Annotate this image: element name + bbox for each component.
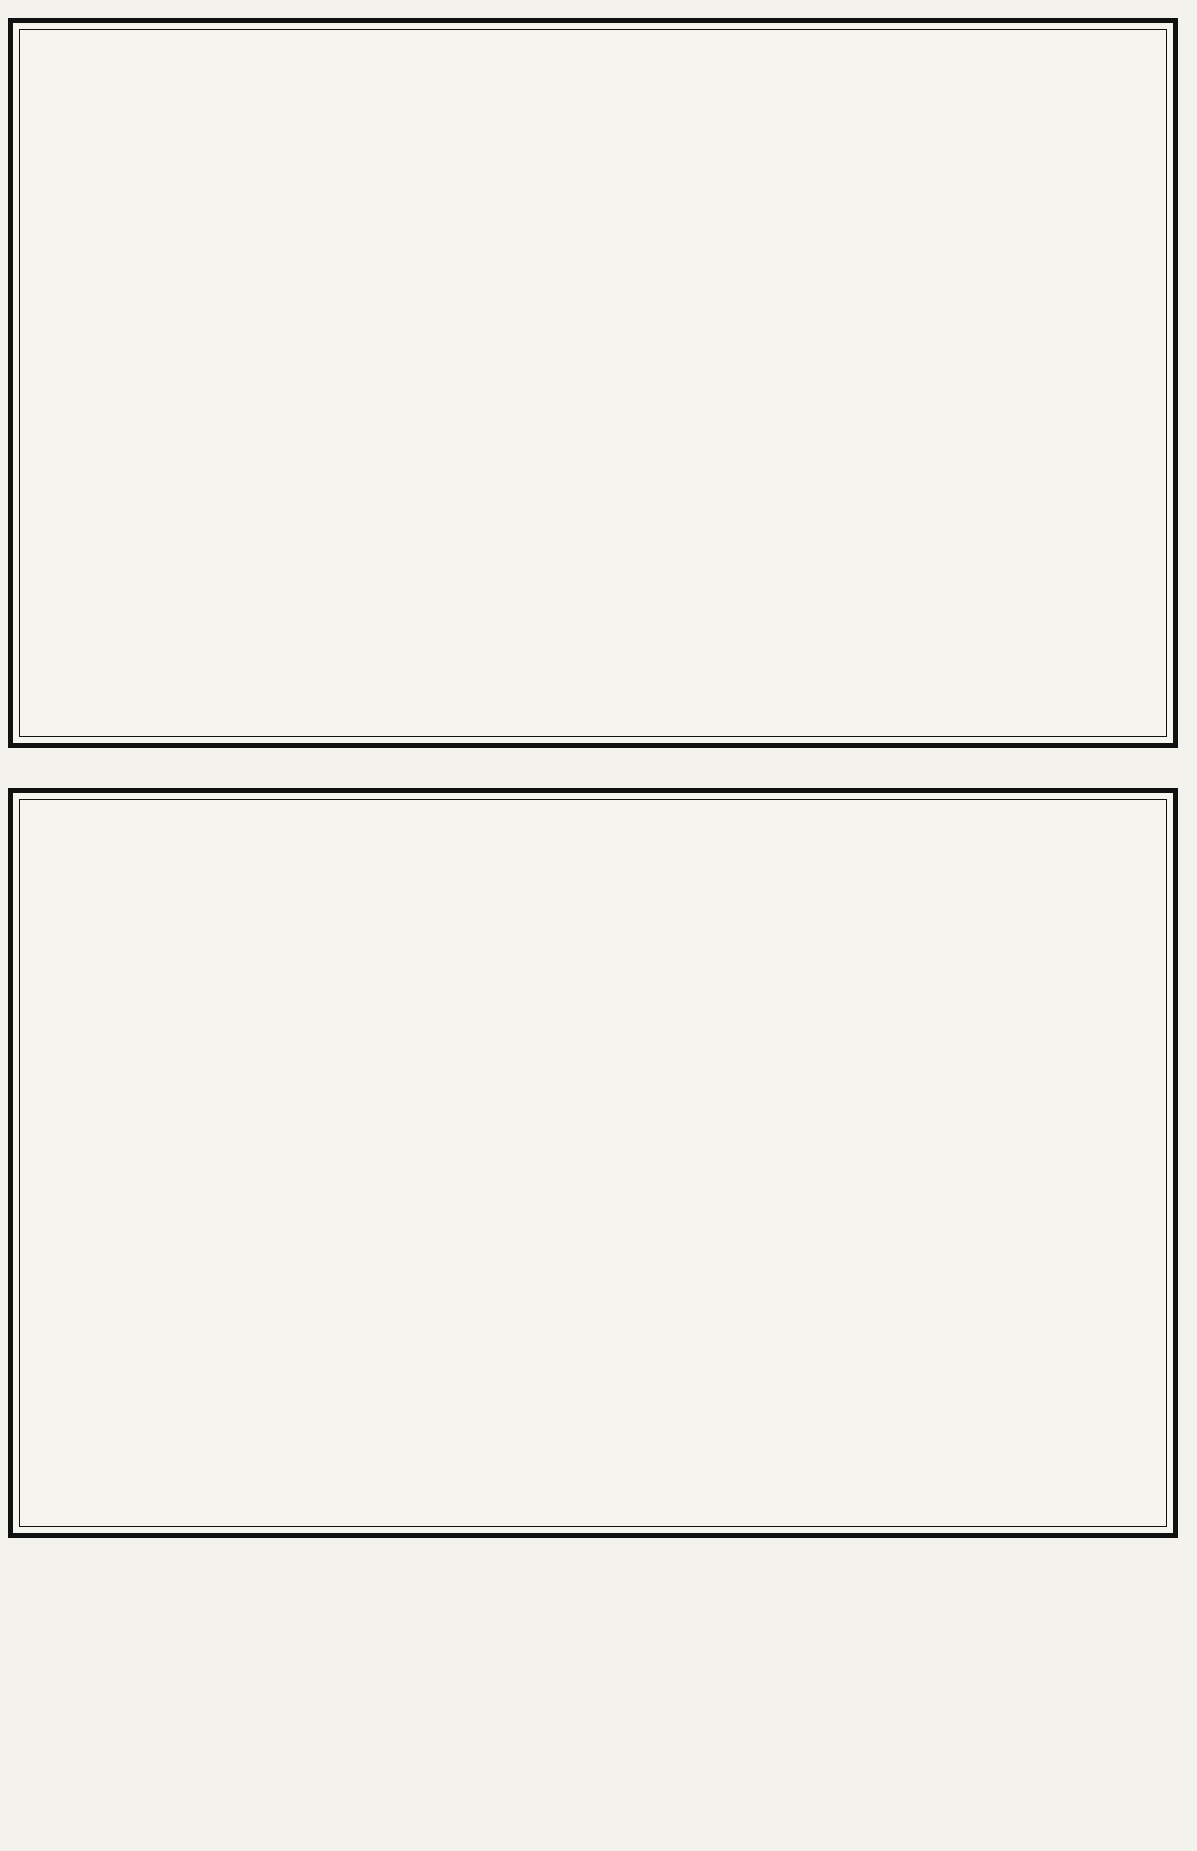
- bottom-page-panel: [8, 788, 1178, 1538]
- top-page-panel: [8, 18, 1178, 748]
- bottom-page-text-frame: [19, 799, 1167, 1527]
- top-page-text-frame: [19, 29, 1167, 737]
